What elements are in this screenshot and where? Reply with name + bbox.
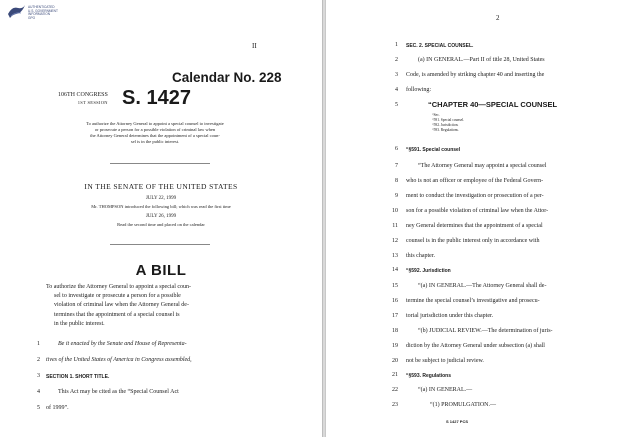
line-text: this chapter.: [406, 253, 435, 259]
logo-line: AUTHENTICATED: [28, 5, 55, 9]
line-number: 19: [392, 343, 398, 349]
divider-rule: [110, 244, 210, 245]
second-reading-note: Read the second time and placed on the calendar: [117, 222, 205, 227]
section-heading: “§591. Special counsel: [406, 147, 461, 153]
section-heading: SEC. 2. SPECIAL COUNSEL.: [406, 43, 474, 49]
line-text: following:: [406, 87, 431, 93]
line-number: 4: [37, 389, 40, 395]
line-number: 5: [37, 405, 40, 411]
section-heading: “§593. Regulations: [406, 373, 452, 379]
line-text: “The Attorney General may appoint a special counsel: [418, 163, 547, 169]
line-text: This Act may be cited as the “Special Counsel Act: [58, 389, 179, 395]
introduction-note: Mr. THOMPSON introduced the following bill; which was read the first time: [91, 204, 231, 209]
line-text: diction by the Attorney General under subsection (a) shall: [406, 343, 545, 349]
section-heading: “§592. Jurisdiction: [406, 268, 451, 274]
section-heading: SECTION 1. SHORT TITLE.: [46, 374, 110, 380]
calendar-number: Calendar No. 228: [172, 70, 282, 85]
chapter-table-of-contents: [432, 113, 464, 133]
line-text: ment to conduct the investigation or prosecution of a per-: [406, 193, 544, 199]
line-number: 18: [392, 328, 398, 334]
introduction-date: JULY 22, 1999: [145, 196, 177, 201]
line-text: who is not an officer or employee of the Federal Govern-: [406, 178, 544, 184]
line-number: 8: [395, 178, 398, 184]
line-number: 22: [392, 387, 398, 393]
line-number: 9: [395, 193, 398, 199]
purpose-line: To authorize the Attorney General to appoint a special counsel to investigate: [86, 121, 224, 126]
line-number: 4: [395, 87, 398, 93]
congress-session: [58, 92, 108, 106]
line-number: 6: [395, 146, 398, 152]
line-number: 10: [392, 208, 398, 214]
page-footer-id: S 1427 PCS: [446, 419, 469, 424]
bill-long-title: [46, 283, 272, 329]
line-text: “(1) PROMULGATION.—: [430, 402, 496, 408]
line-text: termine the special counsel’s investigative and prosecu-: [406, 298, 540, 304]
line-text: (a) IN GENERAL.—Part II of title 28, United States: [418, 57, 545, 63]
line-text: not be subject to judicial review.: [406, 358, 484, 364]
toc-line: “593. Regulations.: [432, 128, 459, 132]
long-title-line: violation of criminal law when the Attorney General de-: [54, 302, 189, 309]
line-number: 11: [392, 223, 398, 229]
line-number: 3: [395, 72, 398, 78]
line-number: 21: [392, 372, 398, 378]
line-number: 15: [392, 283, 398, 289]
line-number: 1: [37, 341, 40, 347]
line-number: 20: [392, 358, 398, 364]
line-text: torial jurisdiction under this chapter.: [406, 313, 494, 319]
line-number: 1: [395, 42, 398, 48]
line-number: 17: [392, 313, 398, 319]
gpo-authenticated-logo: [6, 4, 58, 20]
page-number: 2: [496, 14, 500, 22]
long-title-line: termines that the appointment of a special counsel is: [54, 311, 180, 318]
line-text: “(a) IN GENERAL.—: [418, 387, 473, 393]
toc-line: “592. Jurisdiction.: [432, 123, 459, 127]
logo-line: INFORMATION: [28, 12, 51, 17]
line-text: of 1999”.: [46, 405, 69, 411]
purpose-line: or prosecute a person for a possible violation of criminal law when: [94, 127, 216, 132]
toc-line: “Sec.: [432, 113, 440, 117]
eagle-icon: [6, 4, 26, 20]
line-text: tives of the United States of America in Congress assembled,: [46, 357, 192, 363]
line-number: 3: [37, 373, 40, 379]
chapter-heading: “CHAPTER 40—SPECIAL COUNSEL: [428, 100, 558, 109]
line-number: 5: [395, 102, 398, 108]
line-number: 13: [392, 253, 398, 259]
toc-line: “591. Special counsel.: [432, 118, 465, 122]
session-label: 1ST SESSION: [77, 100, 108, 105]
line-text: “(b) JUDICIAL REVIEW.—The determination of juris-: [418, 328, 553, 334]
line-text: Be it enacted by the Senate and House of Representa-: [58, 341, 187, 347]
line-number: 2: [395, 57, 398, 63]
long-title-line: in the public interest.: [54, 320, 105, 327]
line-number: 16: [392, 298, 398, 304]
line-number: 2: [37, 357, 40, 363]
line-text: “(a) IN GENERAL.—The Attorney General shall de-: [418, 283, 547, 289]
purpose-line: the Attorney General determines that the appointment of a special coun-: [90, 133, 220, 138]
line-text: counsel is in the public interest only in accordance with: [406, 238, 540, 244]
long-title-line: To authorize the Attorney General to appoint a special coun-: [46, 284, 192, 290]
page-marker: II: [252, 42, 257, 50]
bill-purpose: [30, 121, 280, 145]
document-page-2: [326, 0, 640, 437]
second-reading-date: JULY 26, 1999: [145, 214, 177, 219]
long-title-line: sel to investigate or prosecute a person for a possible: [54, 293, 181, 300]
divider-rule: [110, 163, 210, 164]
senate-heading: IN THE SENATE OF THE UNITED STATES: [84, 182, 238, 191]
line-number: 23: [392, 402, 398, 408]
logo-line: U.S. GOVERNMENT: [28, 8, 58, 13]
line-number: 7: [395, 163, 398, 169]
a-bill-heading: A BILL: [135, 262, 187, 279]
line-number: 12: [392, 238, 398, 244]
congress-label: 106TH CONGRESS: [58, 92, 108, 98]
line-text: ney General determines that the appointment of a special: [406, 223, 543, 229]
bill-number: S. 1427: [122, 87, 191, 109]
purpose-line: sel is in the public interest.: [130, 139, 180, 144]
logo-line: GPO: [28, 15, 36, 20]
line-number: 14: [392, 267, 398, 273]
line-text: Code, is amended by striking chapter 40 and inserting the: [406, 72, 545, 78]
line-text: son for a possible violation of criminal law when the Attor-: [406, 208, 549, 214]
